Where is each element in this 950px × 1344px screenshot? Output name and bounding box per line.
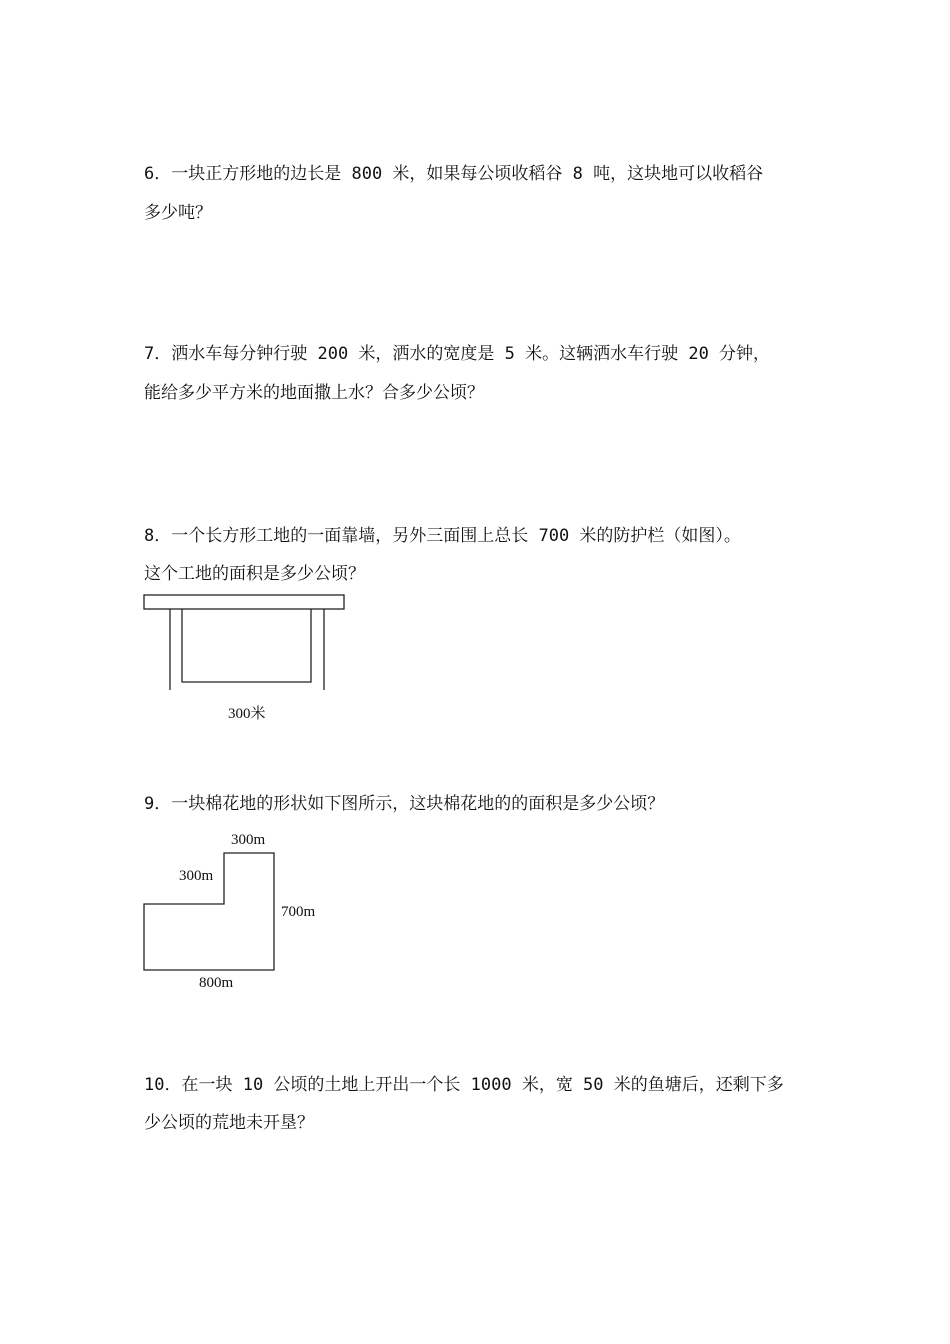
question-7-line-1: 7．洒水车每分钟行驶 200 米，洒水的宽度是 5 米。这辆洒水车行驶 20 分钟， — [144, 344, 771, 364]
field-bottom-label: 800m — [199, 975, 234, 991]
field-right-label: 700m — [281, 904, 316, 920]
question-8-line-1: 8．一个长方形工地的一面靠墙，另外三面围上总长 700 米的防护栏（如图）。 — [144, 526, 741, 546]
question-9-line-1: 9．一块棉花地的形状如下图所示，这块棉花地的的面积是多少公顷？ — [144, 794, 665, 814]
cotton-field-figure — [140, 848, 280, 974]
site-width-label: 300米 — [228, 706, 266, 722]
field-step-label: 300m — [179, 868, 214, 884]
fence-outer — [170, 609, 324, 690]
fence-inner — [182, 609, 311, 682]
question-7-line-2: 能给多少平方米的地面撒上水？合多少公顷？ — [144, 383, 484, 403]
question-8-line-2: 这个工地的面积是多少公顷？ — [144, 564, 365, 584]
question-10-line-2: 少公顷的荒地未开垦？ — [144, 1113, 314, 1133]
question-6-line-2: 多少吨？ — [144, 203, 212, 223]
field-top-label: 300m — [231, 832, 266, 848]
question-10-line-1: 10．在一块 10 公顷的土地上开出一个长 1000 米，宽 50 米的鱼塘后，还剩下多 — [144, 1075, 784, 1095]
question-6-line-1: 6．一块正方形地的边长是 800 米，如果每公顷收稻谷 8 吨，这块地可以收稻谷 — [144, 164, 764, 184]
construction-site-figure — [140, 590, 350, 690]
wall — [144, 595, 344, 609]
